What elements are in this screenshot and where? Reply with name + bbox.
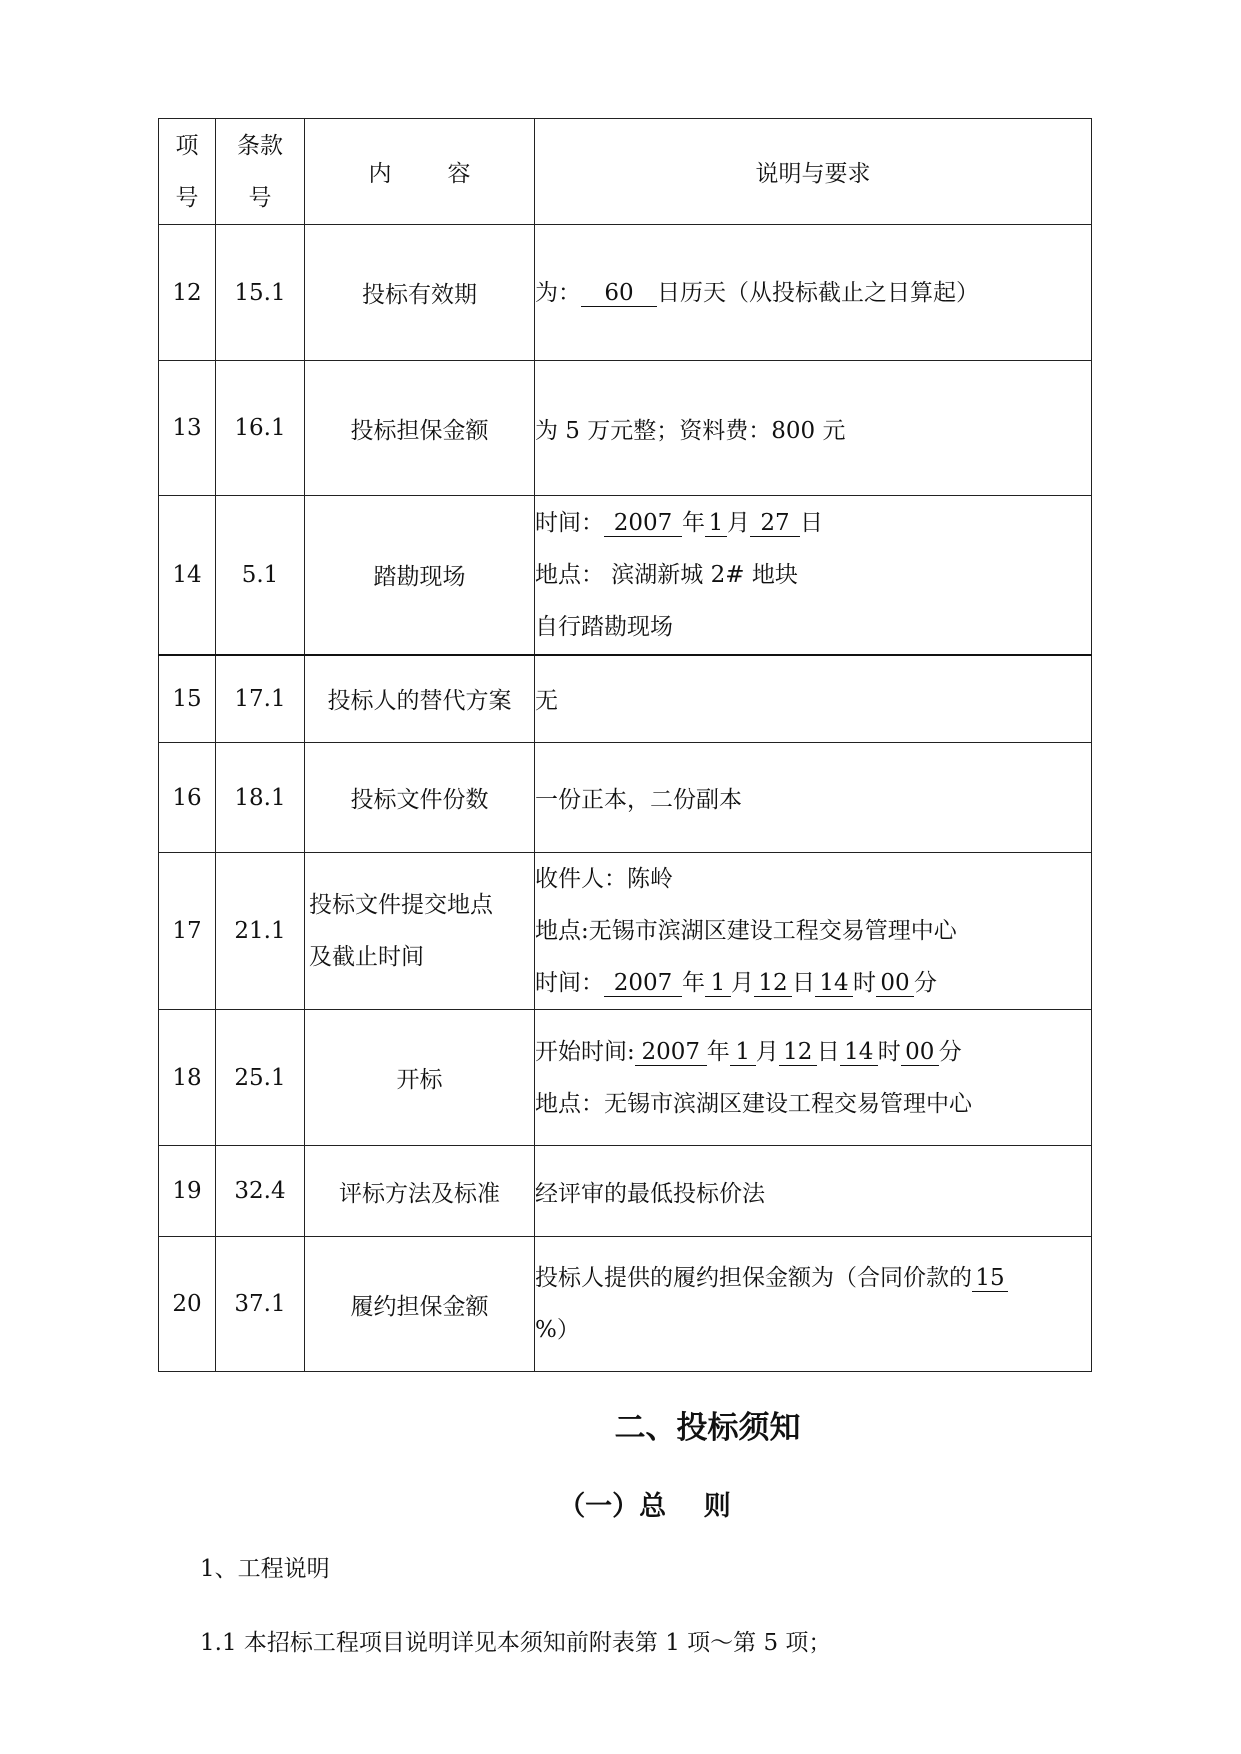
row-desc: 经评审的最低投标价法 <box>535 1146 1092 1237</box>
row-clause: 18.1 <box>216 743 305 853</box>
row-clause: 32.4 <box>216 1146 305 1237</box>
row-desc: 一份正本，二份副本 <box>535 743 1092 853</box>
header-no: 项 号 <box>159 119 216 225</box>
row-desc: 开始时间: 2007 年 1 月 12 日 14 时 00 分 地点：无锡市滨湖区建设工程交易管理中心 <box>535 1010 1092 1146</box>
row-item: 投标文件份数 <box>305 743 535 853</box>
row-item: 评标方法及标准 <box>305 1146 535 1237</box>
row-clause: 25.1 <box>216 1010 305 1146</box>
row-item: 开标 <box>305 1010 535 1146</box>
table-row <box>159 1146 1092 1237</box>
row-clause: 21.1 <box>216 853 305 1010</box>
row-no: 15 <box>159 655 216 743</box>
row-no: 18 <box>159 1010 216 1146</box>
row-no: 14 <box>159 496 216 655</box>
paragraph-engineering-title: 1、工程说明 <box>200 1556 330 1582</box>
subsection-heading: （一）总 则 <box>558 1491 731 1522</box>
table-row <box>159 1237 1092 1372</box>
row-desc: 时间： 2007 年 1 月 27 日 地点： 滨湖新城 2# 地块 自行踏勘现场 <box>535 496 1092 655</box>
row-item: 投标人的替代方案 <box>305 655 535 743</box>
table-row <box>159 361 1092 496</box>
row-no: 13 <box>159 361 216 496</box>
row-item: 投标担保金额 <box>305 361 535 496</box>
table-row <box>159 743 1092 853</box>
header-desc: 说明与要求 <box>535 119 1092 225</box>
row-clause: 5.1 <box>216 496 305 655</box>
row-no: 19 <box>159 1146 216 1237</box>
table-header-row <box>159 119 1092 225</box>
row-no: 20 <box>159 1237 216 1372</box>
row-item: 投标有效期 <box>305 225 535 361</box>
table-row <box>159 853 1092 1010</box>
row-desc: 收件人：陈岭 地点:无锡市滨湖区建设工程交易管理中心 时间： 2007 年 1 月 12 日 14 时 00 分 <box>535 853 1092 1010</box>
row-clause: 17.1 <box>216 655 305 743</box>
paragraph-engineering-detail: 1.1 本招标工程项目说明详见本须知前附表第 1 项～第 5 项； <box>200 1630 832 1656</box>
row-clause: 16.1 <box>216 361 305 496</box>
row-desc: 为： 60 日历天（从投标截止之日算起） <box>535 225 1092 361</box>
validity-days: 60 <box>581 280 657 307</box>
header-item: 内 容 <box>305 119 535 225</box>
row-no: 16 <box>159 743 216 853</box>
row-item: 踏勘现场 <box>305 496 535 655</box>
row-desc: 无 <box>535 655 1092 743</box>
row-no: 17 <box>159 853 216 1010</box>
row-clause: 15.1 <box>216 225 305 361</box>
row-clause: 37.1 <box>216 1237 305 1372</box>
row-desc: 投标人提供的履约担保金额为（合同价款的 15 %） <box>535 1237 1092 1372</box>
table-row <box>159 655 1092 743</box>
header-clause: 条款 号 <box>216 119 305 225</box>
table-row <box>159 225 1092 361</box>
row-item: 投标文件提交地点 及截止时间 <box>305 853 535 1010</box>
table-row <box>159 496 1092 655</box>
bid-info-table <box>158 118 1092 1372</box>
row-desc: 为 5 万元整；资料费：800 元 <box>535 361 1092 496</box>
table-row <box>159 1010 1092 1146</box>
section-heading: 二、投标须知 <box>614 1410 801 1446</box>
row-no: 12 <box>159 225 216 361</box>
row-item: 履约担保金额 <box>305 1237 535 1372</box>
